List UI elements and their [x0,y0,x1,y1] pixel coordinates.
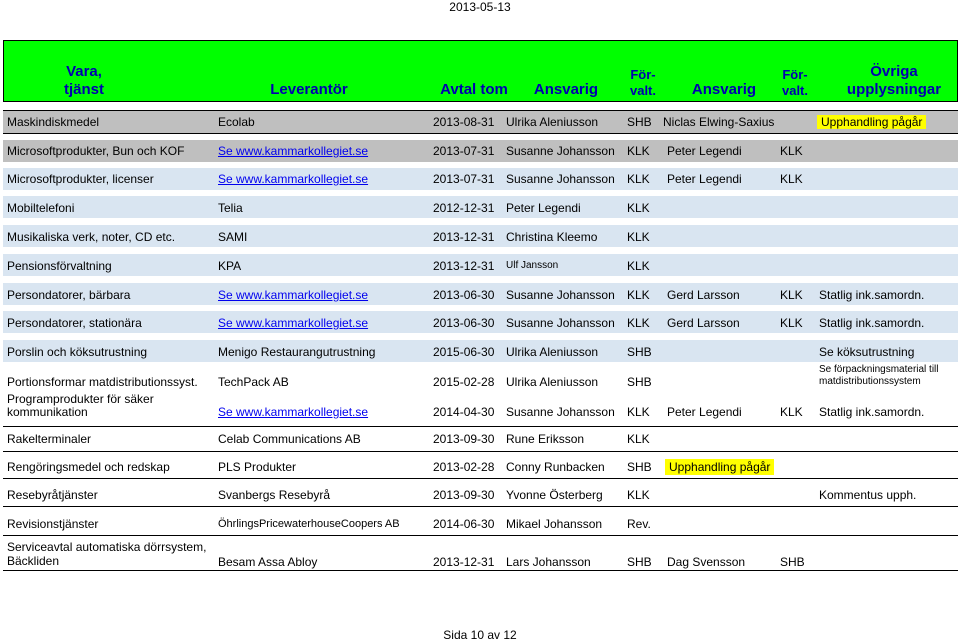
cell-ovriga: Statlig ink.samordn. [819,316,925,330]
cell-ovriga: Upphandling pågår [817,115,926,129]
cell-leverantor: Telia [218,201,243,215]
cell-avtal-tom: 2014-04-30 [433,405,495,419]
cell-avtal-tom: 2013-09-30 [433,432,495,446]
cell-forvalt: SHB [627,345,652,359]
cell-forvalt-2: KLK [780,172,803,186]
cell-ansvarig: Peter Legendi [506,201,581,215]
cell-ansvarig-2: Peter Legendi [667,172,742,186]
cell-leverantor-link[interactable]: Se www.kammarkollegiet.se [218,316,369,330]
table-row [3,511,958,535]
cell-ansvarig: Ulf Jansson [506,260,559,271]
cell-vara: Resebyråtjänster [7,488,98,502]
table-row [3,364,958,392]
cell-vara: Porslin och köksutrustning [7,345,148,359]
header-forvalt-2-line1: För- [782,67,808,82]
cell-avtal-tom: 2013-07-31 [433,172,495,186]
cell-ansvarig: Christina Kleemo [506,230,598,244]
cell-avtal-tom: 2015-02-28 [433,375,495,389]
cell-forvalt: KLK [627,488,650,502]
cell-forvalt-2: KLK [780,405,803,419]
cell-leverantor: TechPack AB [218,375,289,389]
cell-avtal-tom: 2013-12-31 [433,230,495,244]
cell-ansvarig-2: Gerd Larsson [667,316,740,330]
cell-leverantor: ÖhrlingsPricewaterhouseCoopers AB [218,518,400,530]
cell-avtal-tom: 2013-12-31 [433,555,495,569]
cell-forvalt: KLK [627,201,650,215]
cell-forvalt: KLK [627,432,650,446]
cell-leverantor-link[interactable]: Se www.kammarkollegiet.se [218,144,369,158]
cell-avtal-tom: 2013-07-31 [433,144,495,158]
cell-leverantor: Celab Communications AB [218,432,361,446]
cell-vara: Persondatorer, stationära [7,316,142,330]
header-forvalt-line1: För- [630,67,656,82]
cell-forvalt-2: KLK [780,288,803,302]
cell-leverantor-link[interactable]: Se www.kammarkollegiet.se [218,172,369,186]
cell-forvalt: SHB [627,555,652,569]
cell-ansvarig: Susanne Johansson [506,172,615,186]
table-row [3,283,958,305]
cell-ansvarig: Rune Eriksson [506,432,585,446]
cell-ansvarig-2: Upphandling pågår [665,459,774,475]
table-row [3,340,958,362]
cell-leverantor-link[interactable]: Se www.kammarkollegiet.se [218,405,369,419]
header-ansvarig: Ansvarig [533,81,599,98]
cell-ansvarig-2: Niclas Elwing-Saxius [663,115,775,129]
cell-ansvarig: Susanne Johansson [506,144,615,158]
cell-forvalt: KLK [627,405,650,419]
table-row [3,538,958,570]
table-row [3,140,958,162]
cell-leverantor-link[interactable]: Se www.kammarkollegiet.se [218,288,369,302]
table-row [3,254,958,276]
table-row [3,196,958,218]
header-vara-line2: tjänst [63,81,104,98]
table-header [3,40,958,102]
cell-ansvarig: Ulrika Aleniusson [506,115,599,129]
header-forvalt [622,67,664,99]
cell-forvalt-2: SHB [780,555,805,569]
cell-forvalt: SHB [627,375,652,389]
cell-ovriga-line2: matdistributionssystem [819,376,921,387]
cell-avtal-tom: 2012-12-31 [433,201,495,215]
header-vara [44,63,124,99]
cell-vara-line1: Programprodukter för säker [7,392,154,406]
cell-vara: Mobiltelefoni [7,201,75,215]
cell-avtal-tom: 2013-08-31 [433,115,495,129]
page-number: Sida 10 av 12 [443,628,517,642]
cell-leverantor: PLS Produkter [218,460,297,474]
cell-leverantor: Menigo Restaurangutrustning [218,345,376,359]
header-ovriga-line2: upplysningar [846,81,942,98]
cell-avtal-tom: 2014-06-30 [433,517,495,531]
cell-forvalt: KLK [627,172,650,186]
table-row [3,392,958,422]
table-row [3,110,958,132]
cell-ovriga: Kommentus upph. [819,488,917,502]
cell-forvalt: Rev. [627,517,651,531]
cell-vara: Microsoftprodukter, licenser [7,172,154,186]
cell-vara: Pensionsförvaltning [7,259,112,273]
header-forvalt-2-line2: valt. [781,83,808,98]
header-forvalt-line2: valt. [629,83,656,98]
table-row [3,426,958,450]
cell-ansvarig: Yvonne Österberg [506,488,603,502]
header-forvalt-2 [774,67,816,99]
cell-vara-line2: Bäckliden [7,554,60,568]
cell-forvalt: KLK [627,144,650,158]
cell-ansvarig-2: Gerd Larsson [667,288,740,302]
cell-leverantor: Besam Assa Abloy [218,555,318,569]
cell-forvalt: SHB [627,460,652,474]
cell-vara-line2: kommunikation [7,405,88,419]
cell-vara: Rakelterminaler [7,432,92,446]
table-row [3,482,958,506]
cell-ansvarig-2: Dag Svensson [667,555,746,569]
cell-vara: Microsoftprodukter, Bun och KOF [7,144,185,158]
header-leverantor: Leverantör [270,81,348,98]
table-row [3,311,958,333]
table-row [3,454,958,478]
cell-forvalt: KLK [627,288,650,302]
table-row [3,225,958,247]
cell-forvalt-2: KLK [780,316,803,330]
cell-vara: Musikaliska verk, noter, CD etc. [7,230,176,244]
cell-avtal-tom: 2013-12-31 [433,259,495,273]
cell-ansvarig: Susanne Johansson [506,288,615,302]
cell-ansvarig-2: Peter Legendi [667,144,742,158]
cell-leverantor: Ecolab [218,115,255,129]
cell-ansvarig: Lars Johansson [506,555,591,569]
cell-ovriga: Se köksutrustning [819,345,915,359]
cell-ansvarig: Conny Runbacken [506,460,605,474]
cell-avtal-tom: 2013-06-30 [433,316,495,330]
cell-vara-line1: Serviceavtal automatiska dörrsystem, [7,540,207,554]
cell-ansvarig: Ulrika Aleniusson [506,345,599,359]
cell-avtal-tom: 2013-06-30 [433,288,495,302]
cell-ovriga-line1: Se förpackningsmaterial till [819,364,939,375]
header-avtal-tom: Avtal tom [440,81,508,98]
cell-avtal-tom: 2015-06-30 [433,345,495,359]
cell-leverantor: KPA [218,259,242,273]
cell-ovriga: Statlig ink.samordn. [819,288,925,302]
cell-forvalt: KLK [627,259,650,273]
cell-vara: Maskindiskmedel [7,115,100,129]
cell-ansvarig: Susanne Johansson [506,316,615,330]
cell-forvalt-2: KLK [780,144,803,158]
page-date: 2013-05-13 [449,0,511,14]
cell-avtal-tom: 2013-09-30 [433,488,495,502]
cell-ansvarig-2: Peter Legendi [667,405,742,419]
header-ansvarig-2: Ansvarig [691,81,757,98]
cell-leverantor: Svanbergs Resebyrå [218,488,331,502]
cell-vara: Portionsformar matdistributionssyst. [7,375,198,389]
cell-avtal-tom: 2013-02-28 [433,460,495,474]
cell-vara: Rengöringsmedel och redskap [7,460,170,474]
cell-vara: Revisionstjänster [7,517,99,531]
cell-leverantor: SAMI [218,230,248,244]
cell-ansvarig: Mikael Johansson [506,517,603,531]
cell-forvalt: KLK [627,316,650,330]
header-ovriga [839,63,949,99]
header-ovriga-line1: Övriga [870,63,918,80]
header-vara-line1: Vara, [66,63,102,80]
cell-forvalt: SHB [627,115,652,129]
table-row [3,168,958,190]
cell-ansvarig: Ulrika Aleniusson [506,375,599,389]
cell-ovriga: Statlig ink.samordn. [819,405,925,419]
cell-vara: Persondatorer, bärbara [7,288,131,302]
cell-ansvarig: Susanne Johansson [506,405,615,419]
cell-forvalt: KLK [627,230,650,244]
